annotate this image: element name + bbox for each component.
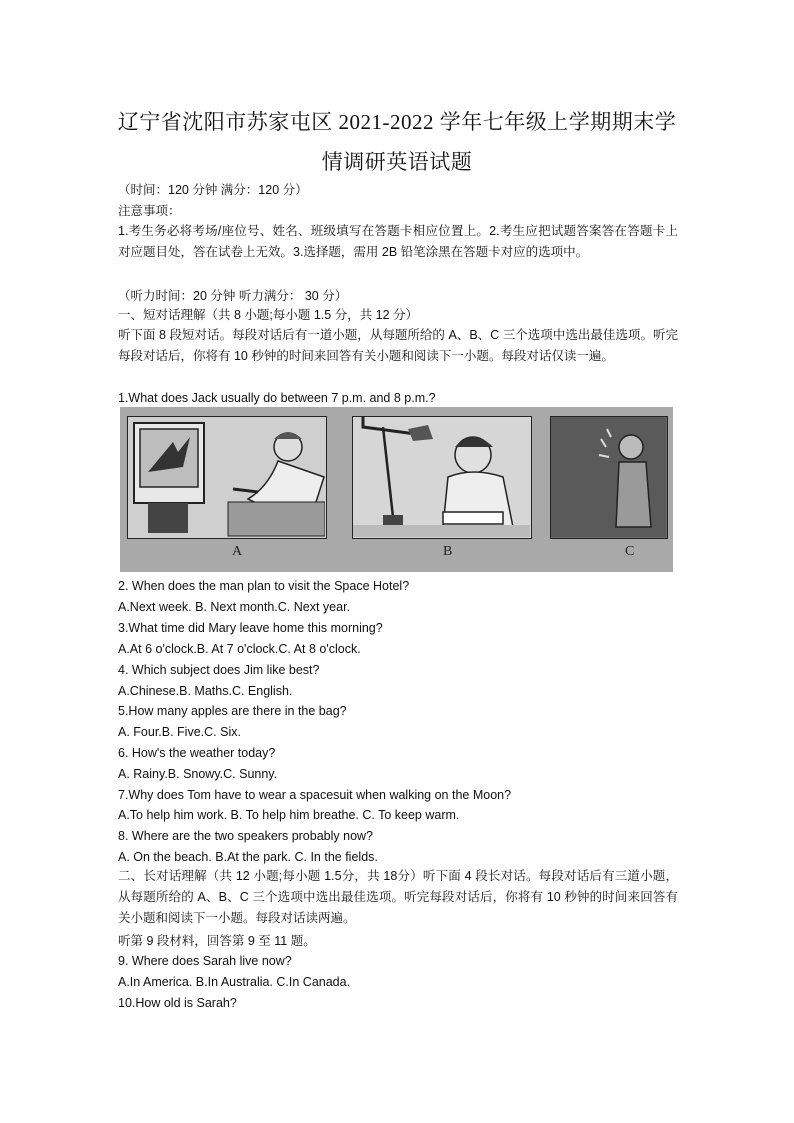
figure-label-c: C: [625, 544, 635, 559]
question-9-options: A.In America. B.In Australia. C.In Canada.: [118, 975, 351, 989]
question-1-figure: [120, 407, 673, 572]
question-10: 10.How old is Sarah?: [118, 996, 237, 1010]
section1-heading: 一、短对话理解（共 8 小题;每小题 1.5 分，共 12 分）: [118, 308, 419, 322]
question-1: 1.What does Jack usually do between 7 p.m. and 8 p.m.?: [118, 391, 436, 405]
section2-heading: 二、长对话理解（共 12 小题;每小题 1.5分，共 18分）听下面 4 段长对话。每段对话后有三道小题，从每题所给的 A、B、C 三个选项中选出最佳选项。听完每段对话后，你将有 10 秒钟的时间来回答有关小题和阅读下一小题。每段对话读两遍。: [118, 869, 678, 925]
question-2-options: A.Next week. B. Next month.C. Next year.: [118, 600, 351, 614]
picture-doing-homework: [352, 416, 532, 539]
question-4-options: A.Chinese.B. Maths.C. English.: [118, 684, 293, 698]
material-9-note: 听第 9 段材料，回答第 9 至 11 题。: [118, 934, 316, 948]
picture-singing: [550, 416, 668, 539]
section1-instructions: 听下面 8 段短对话。每段对话后有一道小题，从每题所给的 A、B、C 三个选项中选出最佳选项。听完每段对话后，你将有 10 秒钟的时间来回答有关小题和阅读下一小题。每段对话仅读一遍。: [118, 328, 678, 363]
question-9: 9. Where does Sarah live now?: [118, 954, 292, 968]
exam-title-line2: 情调研英语试题: [321, 150, 473, 174]
homework-illustration: [353, 417, 530, 537]
question-3: 3.What time did Mary leave home this morning?: [118, 621, 383, 635]
question-6: 6. How's the weather today?: [118, 746, 276, 760]
time-info: （时间：120 分钟 满分：120 分）: [118, 183, 308, 197]
question-8-options: A. On the beach. B.At the park. C. In the fields.: [118, 850, 378, 864]
question-4: 4. Which subject does Jim like best?: [118, 663, 320, 677]
question-8: 8. Where are the two speakers probably now?: [118, 829, 373, 843]
question-7: 7.Why does Tom have to wear a spacesuit when walking on the Moon?: [118, 788, 512, 802]
exam-title-line1: 辽宁省沈阳市苏家屯区 2021-2022 学年七年级上学期期末学: [117, 110, 677, 134]
listening-info: （听力时间：20 分钟 听力满分： 30 分）: [118, 289, 348, 303]
question-6-options: A. Rainy.B. Snowy.C. Sunny.: [118, 767, 278, 781]
figure-label-b: B: [443, 544, 453, 559]
question-7-options: A.To help him work. B. To help him breathe. C. To keep warm.: [118, 808, 460, 822]
figure-label-a: A: [232, 544, 243, 559]
notice-text: 1.考生务必将考场/座位号、姓名、班级填写在答题卡相应位置上。2.考生应把试题答案答在答题卡上对应题目处，答在试卷上无效。3.选择题，需用 2B 铅笔涂黑在答题卡对应的选项中。: [118, 224, 678, 259]
question-2: 2. When does the man plan to visit the Space Hotel?: [118, 579, 410, 593]
question-5: 5.How many apples are there in the bag?: [118, 704, 347, 718]
notice-heading: 注意事项：: [118, 204, 181, 218]
question-3-options: A.At 6 o'clock.B. At 7 o'clock.C. At 8 o'clock.: [118, 642, 361, 656]
tv-watching-illustration: [128, 417, 325, 537]
question-5-options: A. Four.B. Five.C. Six.: [118, 725, 241, 739]
singing-illustration: [551, 417, 666, 537]
picture-watching-tv: [127, 416, 327, 539]
